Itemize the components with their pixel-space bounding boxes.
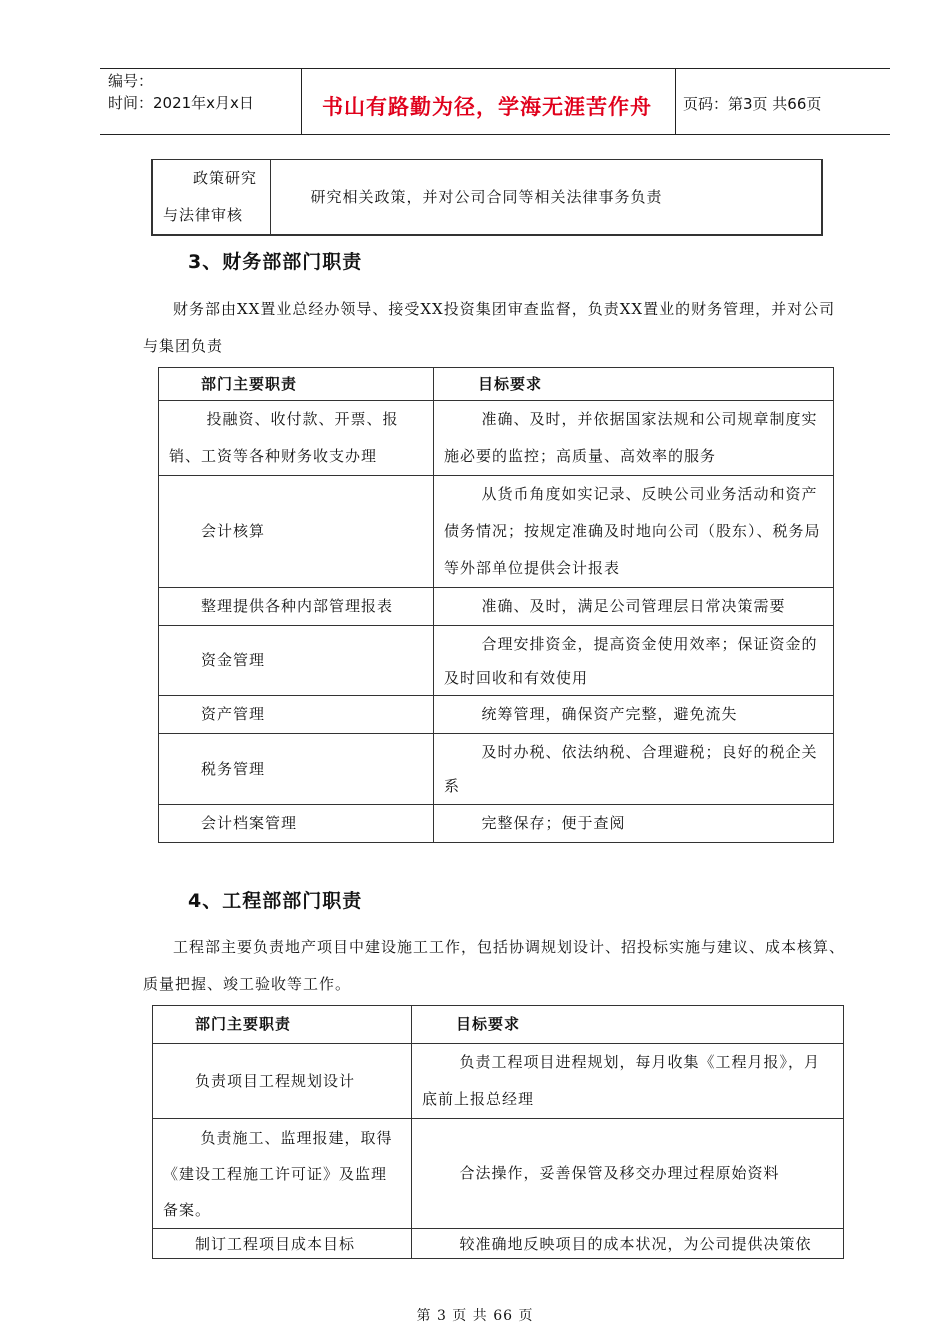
table-row xyxy=(159,401,834,476)
table-cell-duty: 政策研究与法律审核 xyxy=(152,160,270,236)
header-slogan: 书山有路勤为径，学海无涯苦作舟 xyxy=(322,95,652,119)
table-cell-duty: 会计核算 xyxy=(159,476,434,588)
table-cell-duty: 投融资、收付款、开票、报销、工资等各种财务收支办理 xyxy=(159,401,434,476)
table-cell-target: 合理安排资金，提高资金使用效率；保证资金的及时回收和有效使用 xyxy=(434,626,834,696)
table-cell-target: 准确、及时，满足公司管理层日常决策需要 xyxy=(434,588,834,626)
column-header-target: 目标要求 xyxy=(434,368,834,401)
table-cell-duty: 负责施工、监理报建，取得《建设工程施工许可证》及监理备案。 xyxy=(153,1119,412,1229)
table-cell-duty: 会计档案管理 xyxy=(159,805,434,843)
table-cell-target: 及时办税、依法纳税、合理避税；良好的税企关系 xyxy=(434,734,834,805)
table-row xyxy=(153,1119,844,1229)
section-4-heading: 4、工程部部门职责 xyxy=(188,890,363,912)
finance-duties-table xyxy=(158,367,834,843)
section-4-intro: 工程部主要负责地产项目中建设施工工作，包括协调规划设计、招投标实施与建议、成本核算、质量把握、竣工验收等工作。 xyxy=(143,938,846,993)
table-row xyxy=(159,734,834,805)
table-row xyxy=(159,805,834,843)
table-row xyxy=(159,588,834,626)
legal-review-table xyxy=(151,159,823,236)
table-cell-target: 完整保存；便于查阅 xyxy=(434,805,834,843)
table-header-row xyxy=(159,368,834,401)
table-row xyxy=(152,160,822,236)
column-header-target: 目标要求 xyxy=(412,1006,844,1044)
table-row xyxy=(159,476,834,588)
table-row xyxy=(153,1229,844,1259)
column-header-duty: 部门主要职责 xyxy=(153,1006,412,1044)
table-row xyxy=(153,1044,844,1119)
page-footer: 第 3 页 共 66 页 xyxy=(416,1308,534,1324)
header-page-code: 页码：第3页 共66页 xyxy=(683,95,822,113)
table-cell-target: 负责工程项目进程规划，每月收集《工程月报》，月底前上报总经理 xyxy=(412,1044,844,1119)
table-cell-target: 较准确地反映项目的成本状况，为公司提供决策依 xyxy=(412,1229,844,1259)
table-cell-target: 统筹管理，确保资产完整，避免流失 xyxy=(434,696,834,734)
table-cell-duty: 整理提供各种内部管理报表 xyxy=(159,588,434,626)
table-cell-target: 研究相关政策，并对公司合同等相关法律事务负责 xyxy=(270,160,822,236)
table-header-row xyxy=(153,1006,844,1044)
engineering-duties-table xyxy=(152,1005,844,1259)
table-cell-duty: 制订工程项目成本目标 xyxy=(153,1229,412,1259)
table-cell-duty: 资产管理 xyxy=(159,696,434,734)
table-cell-target: 从货币角度如实记录、反映公司业务活动和资产债务情况；按规定准确及时地向公司（股东）、税务局等外部单位提供会计报表 xyxy=(434,476,834,588)
table-row xyxy=(159,626,834,696)
table-cell-duty: 负责项目工程规划设计 xyxy=(153,1044,412,1119)
document-time: 时间：2021年x月x日 xyxy=(108,94,254,112)
table-row xyxy=(159,696,834,734)
section-3-intro: 财务部由XX置业总经办领导、接受XX投资集团审查监督，负责XX置业的财务管理，并对公司与集团负责 xyxy=(143,300,836,355)
table-cell-duty: 资金管理 xyxy=(159,626,434,696)
column-header-duty: 部门主要职责 xyxy=(159,368,434,401)
table-cell-target: 合法操作，妥善保管及移交办理过程原始资料 xyxy=(412,1119,844,1229)
section-3-heading: 3、财务部部门职责 xyxy=(188,251,363,273)
table-cell-target: 准确、及时，并依据国家法规和公司规章制度实施必要的监控；高质量、高效率的服务 xyxy=(434,401,834,476)
document-number-label: 编号： xyxy=(108,72,154,90)
table-cell-duty: 税务管理 xyxy=(159,734,434,805)
